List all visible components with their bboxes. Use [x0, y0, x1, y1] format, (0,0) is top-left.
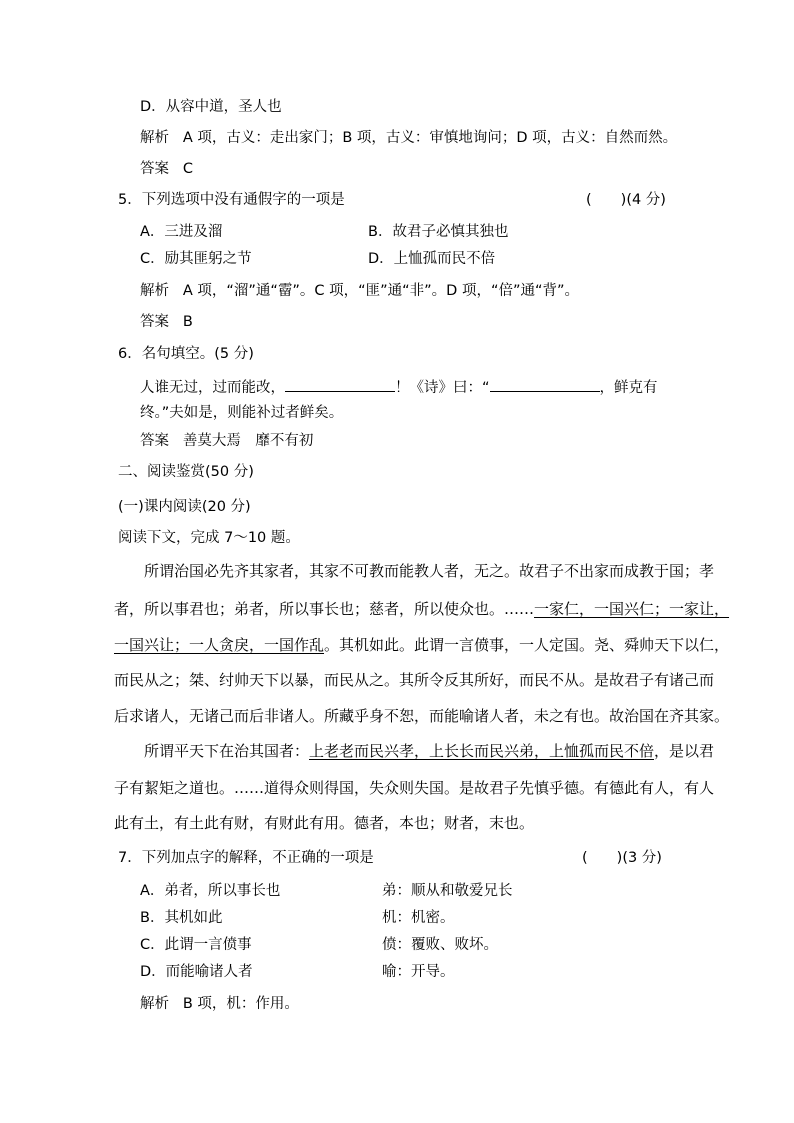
q7-question: 7．下列加点字的解释，不正确的一项是	[118, 850, 374, 866]
answer-text: B	[182, 314, 193, 330]
underlined-sentence: 一家仁，一国兴仁；一家让，	[534, 600, 730, 618]
q4-analysis	[140, 128, 677, 148]
q4-option-d: D．从容中道，圣人也	[140, 99, 282, 115]
answer-label: 答案	[140, 161, 169, 177]
analysis-text: A 项，古义：走出家门；B 项，古义：审慎地询问；D 项，古义：自然而然。	[182, 130, 678, 146]
fill-blank-1[interactable]	[285, 375, 395, 392]
q6-text-a: 人谁无过，过而能改，	[140, 380, 285, 396]
passage-p1-line4: 而民从之；桀、纣帅天下以暴，而民从之。其所令反其所好，而民不从。是故君子有诸己而	[114, 671, 715, 689]
q5-analysis	[140, 281, 579, 301]
passage-p1-line2	[114, 599, 729, 619]
analysis-label: 解析	[140, 130, 169, 146]
q5-answer	[140, 312, 193, 332]
answer-label: 答案	[140, 314, 169, 330]
q7-option-c-gloss: 偾：覆败、败坏。	[382, 937, 498, 953]
q7-option-a: A．弟者，所以事长也	[140, 883, 281, 899]
section-subtitle: (一)课内阅读(20 分)	[118, 499, 251, 515]
passage-text: 者，所以事君也；弟者，所以事长也；慈者，所以使众也。……	[114, 600, 535, 618]
q6-question: 6．名句填空。(5 分)	[118, 346, 254, 362]
q5-score: ( )(4 分)	[586, 192, 666, 208]
underlined-sentence: 上老老而民兴孝，上长长而民兴弟，上恤孤而民不倍	[309, 742, 655, 760]
answer-text: 善莫大焉 靡不有初	[182, 433, 314, 449]
passage-p1-line1: 所谓治国必先齐其家者，其家不可教而能教人者，无之。故君子不出家而成教于国；孝	[144, 562, 715, 580]
underlined-sentence: 一国兴让；一人贪戾，一国作乱	[114, 636, 325, 654]
answer-text: C	[182, 161, 193, 177]
q5-option-d: D．上恤孤而民不倍	[368, 251, 496, 267]
q7-score: ( )(3 分)	[582, 850, 662, 866]
analysis-text: A 项，“溜”通“霤”。C 项，“匪”通“非”。D 项，“倍”通“背”。	[182, 283, 580, 299]
q6-text-c: ，鲜克有	[599, 380, 658, 396]
analysis-label: 解析	[140, 283, 169, 299]
q5-option-c: C．励其匪躬之节	[140, 251, 252, 267]
passage-p2-line3: 此有土，有土此有财，有财此有用。德者，本也；财者，末也。	[114, 814, 535, 832]
passage-text: 所谓平天下在治其国者：	[144, 742, 310, 760]
passage-p2-line1	[144, 741, 714, 761]
q7-option-d: D．而能喻诸人者	[140, 964, 253, 980]
passage-p2-line2: 子有絜矩之道也。……道得众则得国，失众则失国。是故君子先慎乎德。有德此有人，有人	[114, 779, 715, 797]
fill-blank-2[interactable]	[490, 375, 600, 392]
q6-line1	[140, 375, 658, 398]
q4-answer	[140, 159, 193, 179]
q7-option-a-gloss: 弟：顺从和敬爱兄长	[382, 883, 513, 899]
q7-option-b-gloss: 机：机密。	[382, 910, 455, 926]
q6-line2: 终。”夫如是，则能补过者鲜矣。	[140, 405, 344, 421]
passage-text: ，是以君	[654, 742, 715, 760]
q7-option-d-gloss: 喻：开导。	[382, 964, 455, 980]
q5-option-a: A．三进及溜	[140, 224, 223, 240]
reading-instruction: 阅读下文，完成 7～10 题。	[118, 530, 300, 546]
passage-p1-line5: 后求诸人，无诸己而后非诸人。所藏乎身不恕，而能喻诸人者，未之有也。故治国在齐其家。	[114, 707, 730, 725]
q7-option-c: C．此谓一言偾事	[140, 937, 252, 953]
q5-question: 5．下列选项中没有通假字的一项是	[118, 192, 345, 208]
analysis-label: 解析	[140, 996, 169, 1012]
q5-option-b: B．故君子必慎其独也	[368, 224, 509, 240]
passage-p1-line3	[114, 635, 729, 655]
analysis-text: B 项，机：作用。	[182, 996, 299, 1012]
q6-text-b: ！《诗》曰：“	[395, 380, 490, 396]
answer-label: 答案	[140, 433, 169, 449]
q7-analysis	[140, 994, 299, 1014]
q6-answer	[140, 431, 313, 451]
section-title: 二、阅读鉴赏(50 分)	[118, 464, 254, 480]
passage-text: 。其机如此。此谓一言偾事，一人定国。尧、舜帅天下以仁，	[324, 636, 730, 654]
q7-option-b: B．其机如此	[140, 910, 223, 926]
